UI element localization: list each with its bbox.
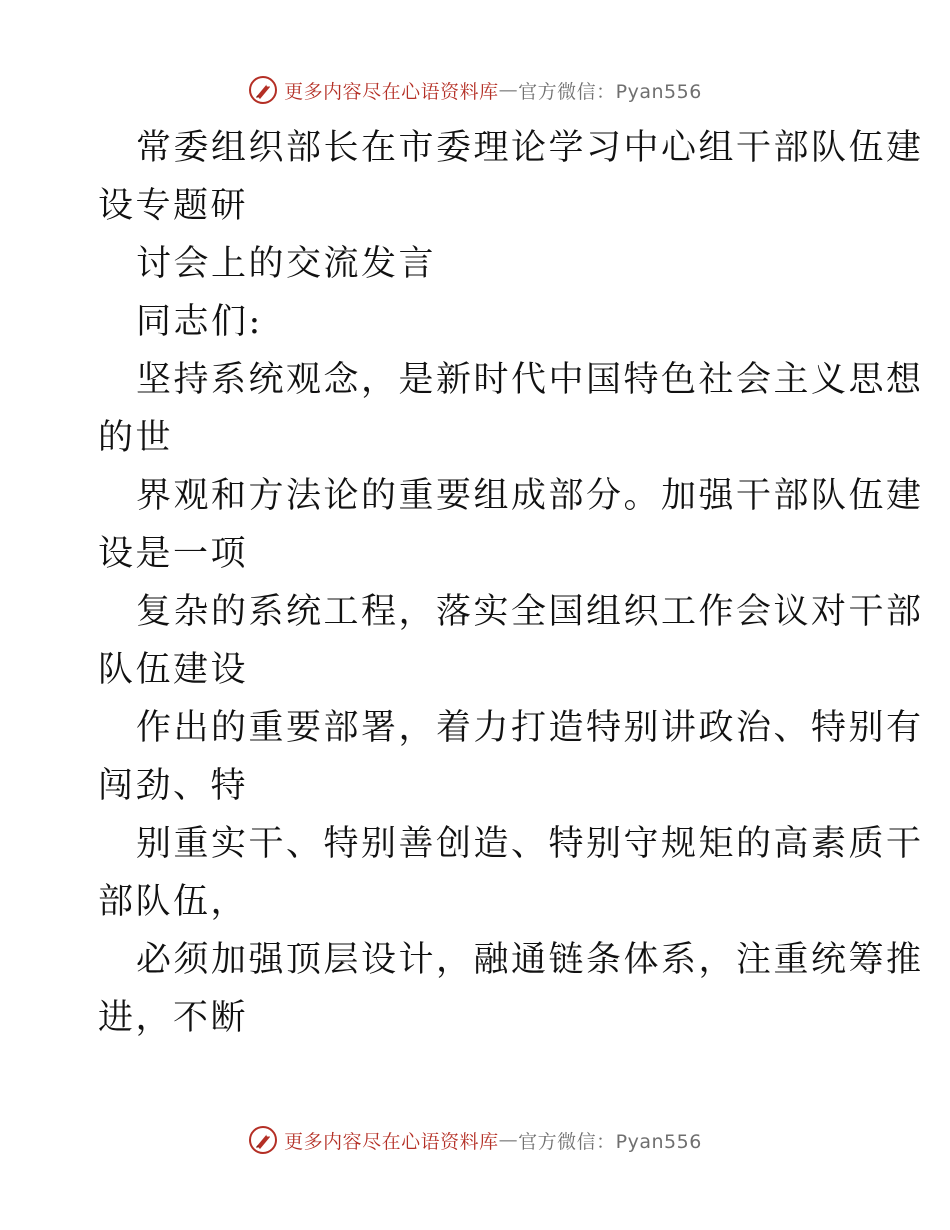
- watermark-separator: —: [498, 1129, 519, 1151]
- footer-watermark: [0, 1120, 950, 1160]
- watermark-wechat: 官方微信：Pyan556: [518, 80, 702, 103]
- header-watermark: [0, 70, 950, 110]
- pen-nib-logo-icon: [248, 75, 278, 105]
- watermark-wechat: 官方微信：Pyan556: [518, 1130, 702, 1153]
- text-line: 的世: [98, 418, 174, 458]
- text-line: 进，不断: [98, 998, 249, 1038]
- pen-nib-logo-icon: [248, 1125, 278, 1155]
- text-line: 必须加强顶层设计，融通链条体系，注重统筹推: [136, 940, 924, 980]
- watermark-text: 更多内容尽在心语资料库: [284, 80, 499, 103]
- text-line: 别重实干、特别善创造、特别守规矩的高素质干: [136, 824, 924, 864]
- watermark-separator: —: [498, 79, 519, 101]
- text-line: 坚持系统观念，是新时代中国特色社会主义思想: [136, 360, 924, 400]
- text-line: 闯劲、特: [98, 766, 249, 806]
- text-line: 作出的重要部署，着力打造特别讲政治、特别有: [136, 708, 924, 748]
- text-line: 设专题研: [98, 186, 249, 226]
- salutation: 同志们:: [136, 302, 263, 342]
- text-line: 讨会上的交流发言: [136, 244, 437, 284]
- text-line: 部队伍，: [98, 882, 249, 922]
- watermark-text: 更多内容尽在心语资料库: [284, 1130, 499, 1153]
- text-line: 复杂的系统工程，落实全国组织工作会议对干部: [136, 592, 924, 632]
- text-line: 界观和方法论的重要组成部分。加强干部队伍建: [136, 476, 924, 516]
- text-line: 设是一项: [98, 534, 249, 574]
- document-body: [98, 119, 924, 1047]
- text-line: 队伍建设: [98, 650, 249, 690]
- text-line: 常委组织部长在市委理论学习中心组干部队伍建: [136, 128, 924, 168]
